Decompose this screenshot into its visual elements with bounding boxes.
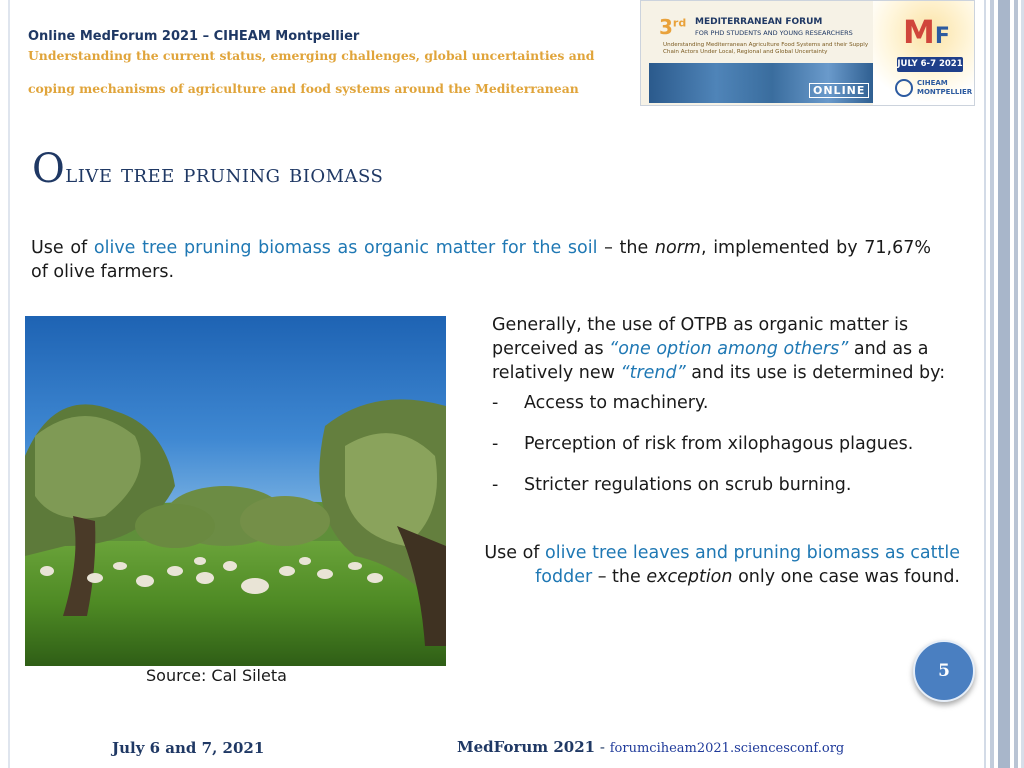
quote-trend: “trend” [620,363,686,383]
right-decor-rails [980,0,1024,768]
page-number-badge: 5 [913,640,975,702]
banner-title: MEDITERRANEAN FORUM [695,17,823,27]
banner-date: JULY 6-7 2021 [897,57,963,72]
banner-org: CIHEAM MONTPELLIER [917,79,973,96]
medforum-logo: MF [903,13,950,51]
olive-grove-photo [25,316,446,666]
header-subtitle-line2: coping mechanisms of agriculture and food systems around the Mediterranean [28,81,579,96]
fodder-italic: exception [646,567,733,587]
forum-banner [640,0,975,106]
intro-paragraph: Use of olive tree pruning biomass as organic matter for the soil – the norm, implemented by 71,67% of olive farmers. [31,238,931,282]
banner-theme: Understanding Mediterranean Agriculture Food Systems and their Supply Chain Actors Under Local, Regional and Global Uncertainty [663,42,869,55]
quote-one-option: “one option among others” [609,339,849,359]
rail-4 [1014,0,1018,768]
intro-italic: norm [654,238,701,258]
general-line-2: perceived as “one option among others” and as a [492,339,929,359]
general-line-1: Generally, the use of OTPB as organic matter is [492,315,909,335]
footer-forum: MedForum 2021 - forumciheam2021.sciencesconf.org [457,738,845,756]
rail-3 [998,0,1010,768]
rail-2 [990,0,994,768]
slide-title: Olive tree pruning biomass [32,146,384,192]
banner-online-label: ONLINE [809,83,869,98]
footer-url-link[interactable]: forumciheam2021.sciencesconf.org [609,741,845,756]
left-decor-rail [8,0,10,768]
intro-highlight: olive tree pruning biomass as organic matter for the soil [93,238,598,258]
fodder-paragraph: Use of olive tree leaves and pruning biomass as cattle fodder – the exception only one case was found. [484,543,960,587]
header-subtitle-line1: Understanding the current status, emerging challenges, global uncertainties and [28,48,595,63]
banner-edition-number: 3rd [659,15,687,39]
general-line-3: relatively new “trend” and its use is determined by: [492,363,946,383]
ciheam-logo-icon [895,79,913,97]
footer-date: July 6 and 7, 2021 [112,739,265,757]
header-title: Online MedForum 2021 – CIHEAM Montpellier [28,29,360,44]
general-paragraph [492,313,972,385]
photo-source: Source: Cal Sileta [146,666,287,685]
fodder-highlight: olive tree leaves and pruning biomass as cattle [545,543,960,563]
banner-subtitle: FOR PHD STUDENTS AND YOUNG RESEARCHERS [695,29,853,37]
rail-1 [984,0,986,768]
